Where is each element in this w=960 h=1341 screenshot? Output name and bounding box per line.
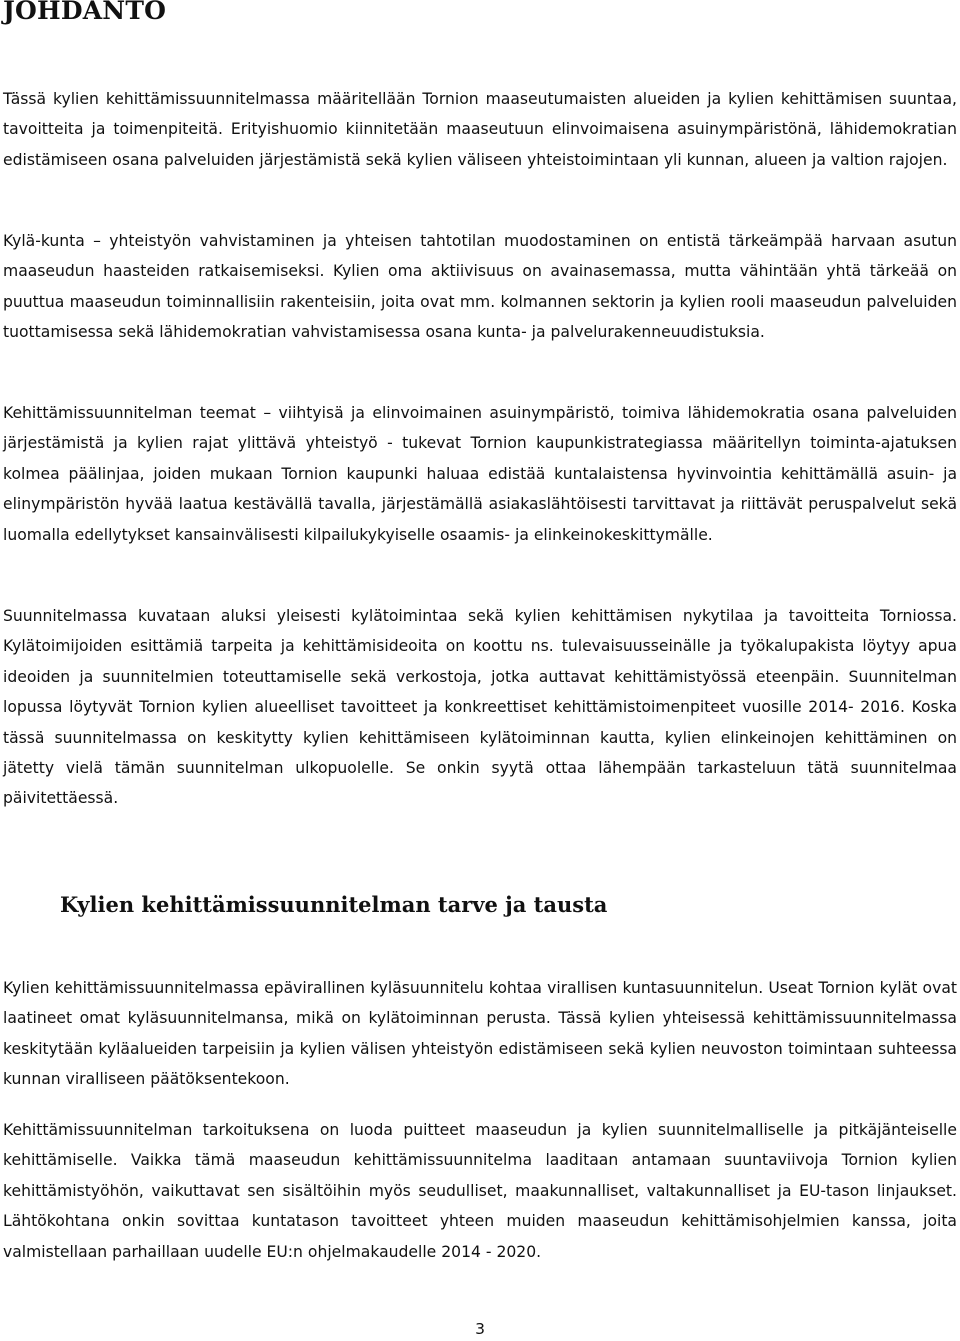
paragraph-suunnitelma: Suunnitelmassa kuvataan aluksi yleisesti kylätoimintaa sekä kylien kehittämisen nykytilaa ja tavoitteita Torniossa. Kylätoimijoiden esittämiä tarpeita ja kehittämisideoita on koottu ns. tulevaisuusseinälle ja työkalupakista löytyy apua ideoiden ja suunnitelmien toteuttamiselle sekä verkostoja, jotka auttavat kehittämistyössä eteenpäin. Suunnitelman lopussa löytyvät Tornion kylien alueelliset tavoitteet ja konkreettiset kehittämistoimenpiteet vuosille 2014- 2016. Koska tässä suunnitelmassa on keskitytty kylien kehittämiseen kylätoiminnan kautta, kylien elinkeinojen kehittäminen on jätetty vielä tämän suunnitelman ulkopuolelle. Se onkin syytä ottaa lähempään tarkasteluun tätä suunnitelmaa päivitettäessä.: [3, 607, 957, 808]
page-heading: JOHDANTO: [3, 0, 167, 25]
section-heading: Kylien kehittämissuunnitelman tarve ja tausta: [60, 892, 608, 917]
paragraph-tarve: Kylien kehittämissuunnitelmassa epävirallinen kyläsuunnitelu kohtaa virallisen kuntasuunnitelun. Useat Tornion kylät ovat laatineet omat kyläsuunnitelmansa, mikä on kylätoiminnan perusta. Tässä kylien yhteisessä kehittämissuunnitelmassa keskitytään kyläalueiden tarpeisiin ja kylien välisen yhteistyön edistämiseen sekä kylien neuvoston toimintaan suhteessa kunnan viralliseen päätöksentekoon.: [3, 979, 957, 1089]
paragraph-teemat: Kehittämissuunnitelman teemat – viihtyisä ja elinvoimainen asuinympäristö, toimiva lähidemokratia osana palveluiden järjestämistä ja kylien rajat ylittävä yhteistyö - tukevat Tornion kaupunkistrategiassa määritellyn toiminta-ajatuksen kolmea päälinjaa, joiden mukaan Tornion kaupunki haluaa edistää kuntalaistensa hyvinvointia kehittämällä asuin- ja elinympäristön hyvää laatua kestävällä tavalla, järjestämällä asiakaslähtöisesti tarvittavat ja riittävät peruspalvelut sekä luomalla edellytykset kansainvälisesti kilpailukykyiselle osaamis- ja elinkeinokeskittymälle.: [3, 404, 957, 544]
paragraph-tarkoitus: Kehittämissuunnitelman tarkoituksena on luoda puitteet maaseudun ja kylien suunnitelmalliselle ja pitkäjänteiselle kehittämiselle. Vaikka tämä maaseudun kehittämissuunnitelma laaditaan antamaan suuntaviivoja Tornion kylien kehittämistyöhön, vaikuttavat sen sisältöihin myös seudulliset, maakunnalliset, valtakunnalliset ja EU-tason linjaukset. Lähtökohtana onkin sovittaa kuntatason tavoitteet yhteen muiden maaseudun kehittämisohjelmien kanssa, joita valmistellaan parhaillaan uudelle EU:n ohjelmakaudelle 2014 - 2020.: [3, 1121, 957, 1261]
page-number: 3: [475, 1320, 485, 1338]
paragraph-kyla-kunta: Kylä-kunta – yhteistyön vahvistaminen ja yhteisen tahtotilan muodostaminen on entistä tärkeämpää harvaan asutun maaseudun haasteiden ratkaisemiseksi. Kylien oma aktiivisuus on avainasemassa, mutta vähintään yhtä tärkeää on puuttua maaseudun toiminnallisiin rakenteisiin, joita ovat mm. kolmannen sektorin ja kylien rooli maaseudun palveluiden tuottamisessa sekä lähidemokratian vahvistamisessa osana kunta- ja palvelurakenneuudistuksia.: [3, 232, 957, 342]
paragraph-intro: Tässä kylien kehittämissuunnitelmassa määritellään Tornion maaseutumaisten alueiden ja kylien kehittämisen suuntaa, tavoitteita ja toimenpiteitä. Erityishuomio kiinnitetään maaseutuun elinvoimaisena asuinympäristönä, lähidemokratian edistämiseen osana palveluiden järjestämistä sekä kylien väliseen yhteistoimintaan yli kunnan, alueen ja valtion rajojen.: [3, 90, 957, 169]
